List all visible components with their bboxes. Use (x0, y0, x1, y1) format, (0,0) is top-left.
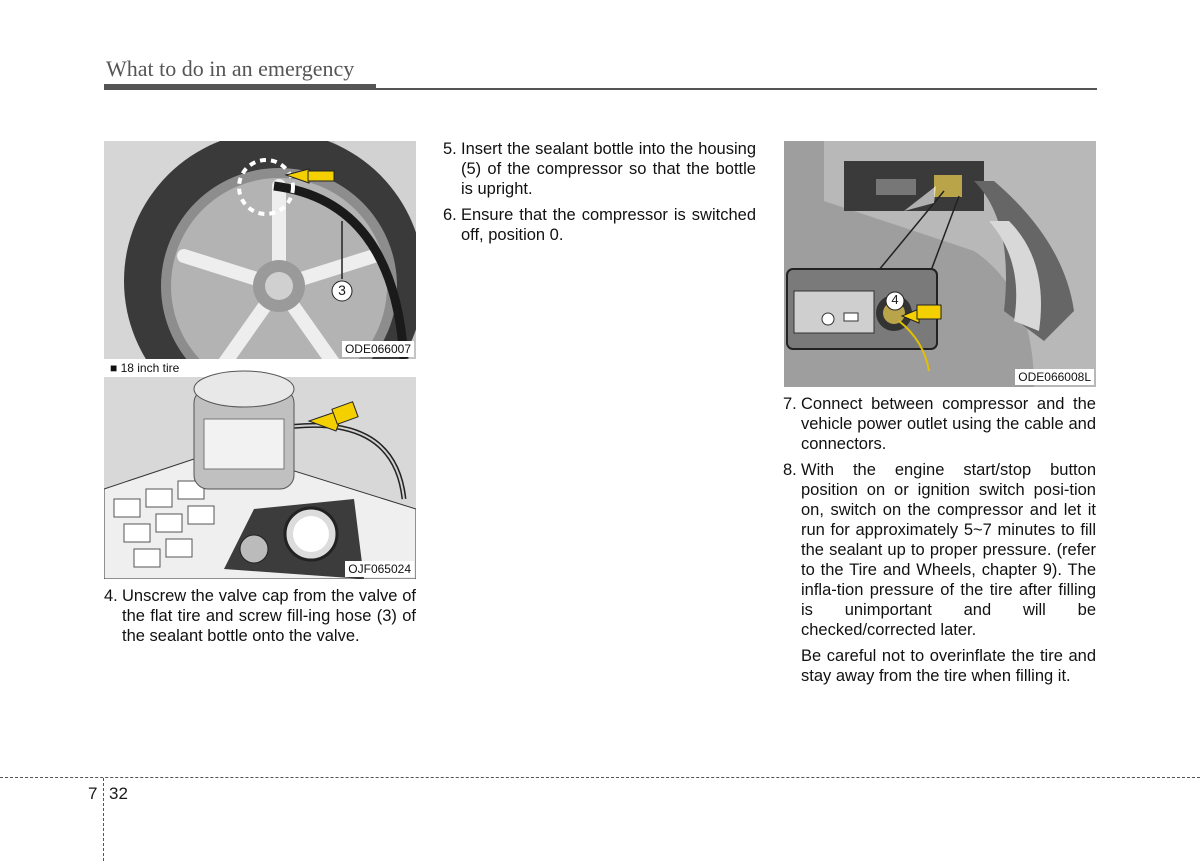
console-illustration (784, 141, 1096, 387)
caution-note: Be careful not to overinflate the tire and stay away from the tire when filling it. (801, 647, 1096, 685)
step-text: Connect between compressor and the vehicle power outlet using the cable and connectors. (801, 395, 1096, 453)
instruction-step-5 (443, 139, 756, 199)
column-2-text (443, 139, 756, 251)
step-text: Insert the sealant bottle into the housing (5) of the compressor so that the bottle is upright. (461, 140, 756, 198)
header-rule (104, 84, 376, 90)
footer-vertical-divider (103, 778, 104, 861)
figure-power-outlet (784, 141, 1096, 387)
column-3-text (783, 394, 1096, 686)
step-number: 4. (104, 587, 118, 605)
step-number: 7. (783, 395, 797, 413)
figure-code-label: OJF065024 (345, 561, 414, 577)
callout-4: 4 (891, 292, 899, 307)
step-text: With the engine start/stop button position on or ignition switch posi-tion on, switch on the compressor and let it run for approximately 5~7 minutes to fill the sealant up to proper pressure. (refer to the Tire and Wheels, chapter 9). The infla-tion pressure of the tire after filling is unimportant and will be checked/corrected later. (801, 461, 1096, 639)
instruction-step-8 (783, 460, 1096, 640)
step-text: Unscrew the valve cap from the valve of the flat tire and screw fill-ing hose (3) of the sealant bottle onto the valve. (122, 587, 416, 645)
page-number: 32 (109, 784, 128, 803)
step-number: 6. (443, 206, 457, 224)
step-number: 8. (783, 461, 797, 479)
instruction-step-4 (104, 586, 416, 646)
chapter-number: 7 (88, 784, 98, 803)
instruction-step-7 (783, 394, 1096, 454)
figure-sealant-compressor (104, 359, 416, 579)
figure-caption: ■ 18 inch tire (110, 361, 180, 375)
wheel-illustration (104, 141, 416, 359)
column-1-text (104, 586, 416, 652)
header-rule-line (376, 88, 1097, 90)
page-header-title: What to do in an emergency (106, 56, 355, 81)
footer-divider (0, 777, 1200, 778)
figure-code-label: ODE066008L (1015, 369, 1094, 385)
figure-wheel-hose (104, 141, 416, 359)
step-number: 5. (443, 140, 457, 158)
callout-3: 3 (338, 282, 346, 298)
instruction-step-6 (443, 205, 756, 245)
figure-code-label: ODE066007 (342, 341, 414, 357)
compressor-illustration (104, 359, 416, 579)
step-text: Ensure that the compressor is switched off, position 0. (461, 206, 756, 244)
